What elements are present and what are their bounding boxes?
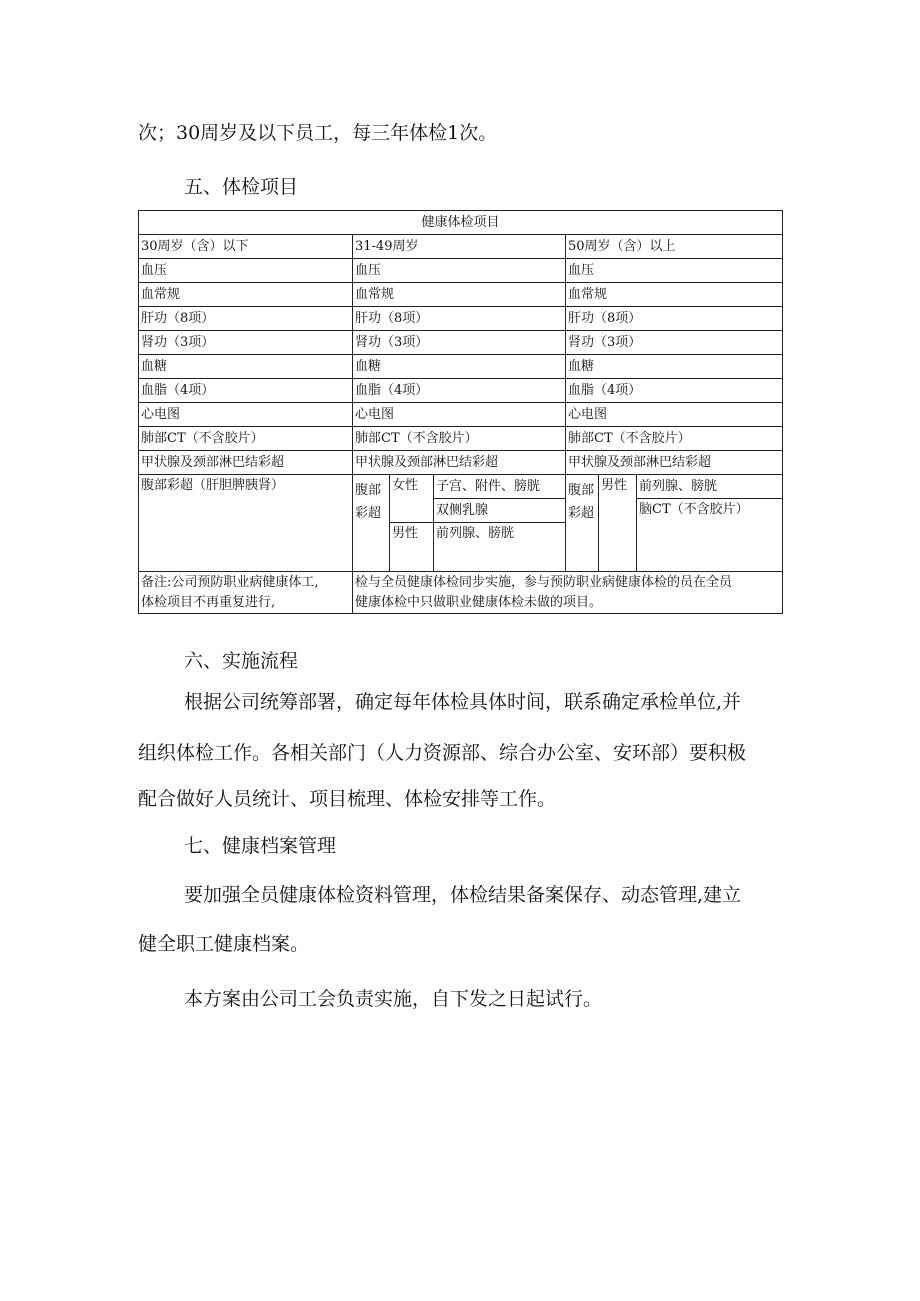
cell-old-male-item-2: 脑CT（不含胶片）	[637, 499, 783, 572]
abdomen-label-line2: 彩超	[355, 506, 382, 521]
table-header-row	[139, 235, 783, 259]
cell-young: 血糖	[139, 355, 353, 379]
cell-old: 肝功（8项）	[566, 307, 783, 331]
cell-old: 血压	[566, 259, 783, 283]
note-right-line-1: 检与全员健康体检同步实施，参与预防职业病健康体检的员在全员	[355, 575, 733, 590]
cell-mid: 血脂（4项）	[353, 379, 566, 403]
cell-mid: 心电图	[353, 403, 566, 427]
cell-mid: 血压	[353, 259, 566, 283]
section-heading-health-records: 七、健康档案管理	[184, 835, 337, 857]
cell-young-abdomen: 腹部彩超（肝胆脾胰肾）	[139, 475, 353, 572]
abdomen-row	[139, 475, 783, 499]
cell-mid: 血糖	[353, 355, 566, 379]
cell-young: 肝功（8项）	[139, 307, 353, 331]
paragraph-records-line-1: 要加强全员健康体检资料管理，体检结果备案保存、动态管理,建立	[184, 884, 742, 906]
table-row	[139, 331, 783, 355]
paragraph-closing: 本方案由公司工会负责实施，自下发之日起试行。	[184, 988, 603, 1010]
header-age-31-49: 31-49周岁	[353, 235, 566, 259]
section-heading-exam-items: 五、体检项目	[184, 176, 299, 198]
cell-mid: 血常规	[353, 283, 566, 307]
note-right	[353, 572, 783, 614]
cell-mid-abdomen-label	[353, 475, 390, 572]
abdomen-label-line1: 腹部	[355, 483, 382, 498]
paragraph-implementation-line-3: 配合做好人员统计、项目梳理、体检安排等工作。	[138, 788, 557, 810]
note-left-line-2: 体检项目不再重复进行,	[141, 595, 276, 610]
table-row	[139, 379, 783, 403]
cell-old-male-item-1: 前列腺、膀胱	[637, 475, 783, 499]
table-row	[139, 283, 783, 307]
cell-old: 肺部CT（不含胶片）	[566, 427, 783, 451]
cell-old: 心电图	[566, 403, 783, 427]
table-row	[139, 259, 783, 283]
table-title-row	[139, 211, 783, 235]
cell-mid-male: 男性	[390, 523, 434, 572]
cell-old-abdomen-label	[566, 475, 599, 572]
paragraph-implementation-line-1: 根据公司统筹部署，确定每年体检具体时间，联系确定承检单位,并	[184, 691, 742, 713]
cell-old: 血脂（4项）	[566, 379, 783, 403]
cell-young: 肺部CT（不含胶片）	[139, 427, 353, 451]
table-row	[139, 427, 783, 451]
paragraph-records-line-2: 健全职工健康档案。	[138, 933, 310, 955]
cell-mid: 肺部CT（不含胶片）	[353, 427, 566, 451]
cell-old: 血糖	[566, 355, 783, 379]
table-title: 健康体检项目	[139, 211, 783, 235]
table-row	[139, 451, 783, 475]
cell-old: 甲状腺及颈部淋巴结彩超	[566, 451, 783, 475]
cell-mid: 肾功（3项）	[353, 331, 566, 355]
cell-mid-female-item-2: 双侧乳腺	[434, 499, 566, 523]
cell-old-male: 男性	[599, 475, 637, 572]
section-heading-implementation: 六、实施流程	[184, 650, 299, 672]
header-age-over-50: 50周岁（含）以上	[566, 235, 783, 259]
note-right-line-2: 健康体检中只做职业健康体检未做的项目。	[355, 595, 603, 610]
header-age-under-30: 30周岁（含）以下	[139, 235, 353, 259]
abdomen-label-line1: 腹部	[568, 483, 595, 498]
cell-mid-female: 女性	[390, 475, 434, 523]
cell-old: 血常规	[566, 283, 783, 307]
exam-items-table	[138, 210, 783, 614]
cell-young: 血常规	[139, 283, 353, 307]
cell-young: 血脂（4项）	[139, 379, 353, 403]
note-left-line-1: 备注:公司预防职业病健康体工,	[141, 575, 319, 590]
cell-young: 肾功（3项）	[139, 331, 353, 355]
cell-old: 肾功（3项）	[566, 331, 783, 355]
cell-young: 血压	[139, 259, 353, 283]
paragraph-continuation: 次；30周岁及以下员工，每三年体检1次。	[138, 122, 498, 144]
cell-mid: 甲状腺及颈部淋巴结彩超	[353, 451, 566, 475]
cell-mid: 肝功（8项）	[353, 307, 566, 331]
table-row	[139, 355, 783, 379]
cell-young: 心电图	[139, 403, 353, 427]
paragraph-implementation-line-2: 组织体检工作。各相关部门（人力资源部、综合办公室、安环部）要积极	[138, 742, 747, 764]
table-row	[139, 307, 783, 331]
table-note-row	[139, 572, 783, 614]
table-row	[139, 403, 783, 427]
cell-mid-female-item-1: 子宫、附件、膀胱	[434, 475, 566, 499]
cell-mid-male-item: 前列腺、膀胱	[434, 523, 566, 572]
cell-young: 甲状腺及颈部淋巴结彩超	[139, 451, 353, 475]
note-left	[139, 572, 353, 614]
abdomen-label-line2: 彩超	[568, 506, 595, 521]
